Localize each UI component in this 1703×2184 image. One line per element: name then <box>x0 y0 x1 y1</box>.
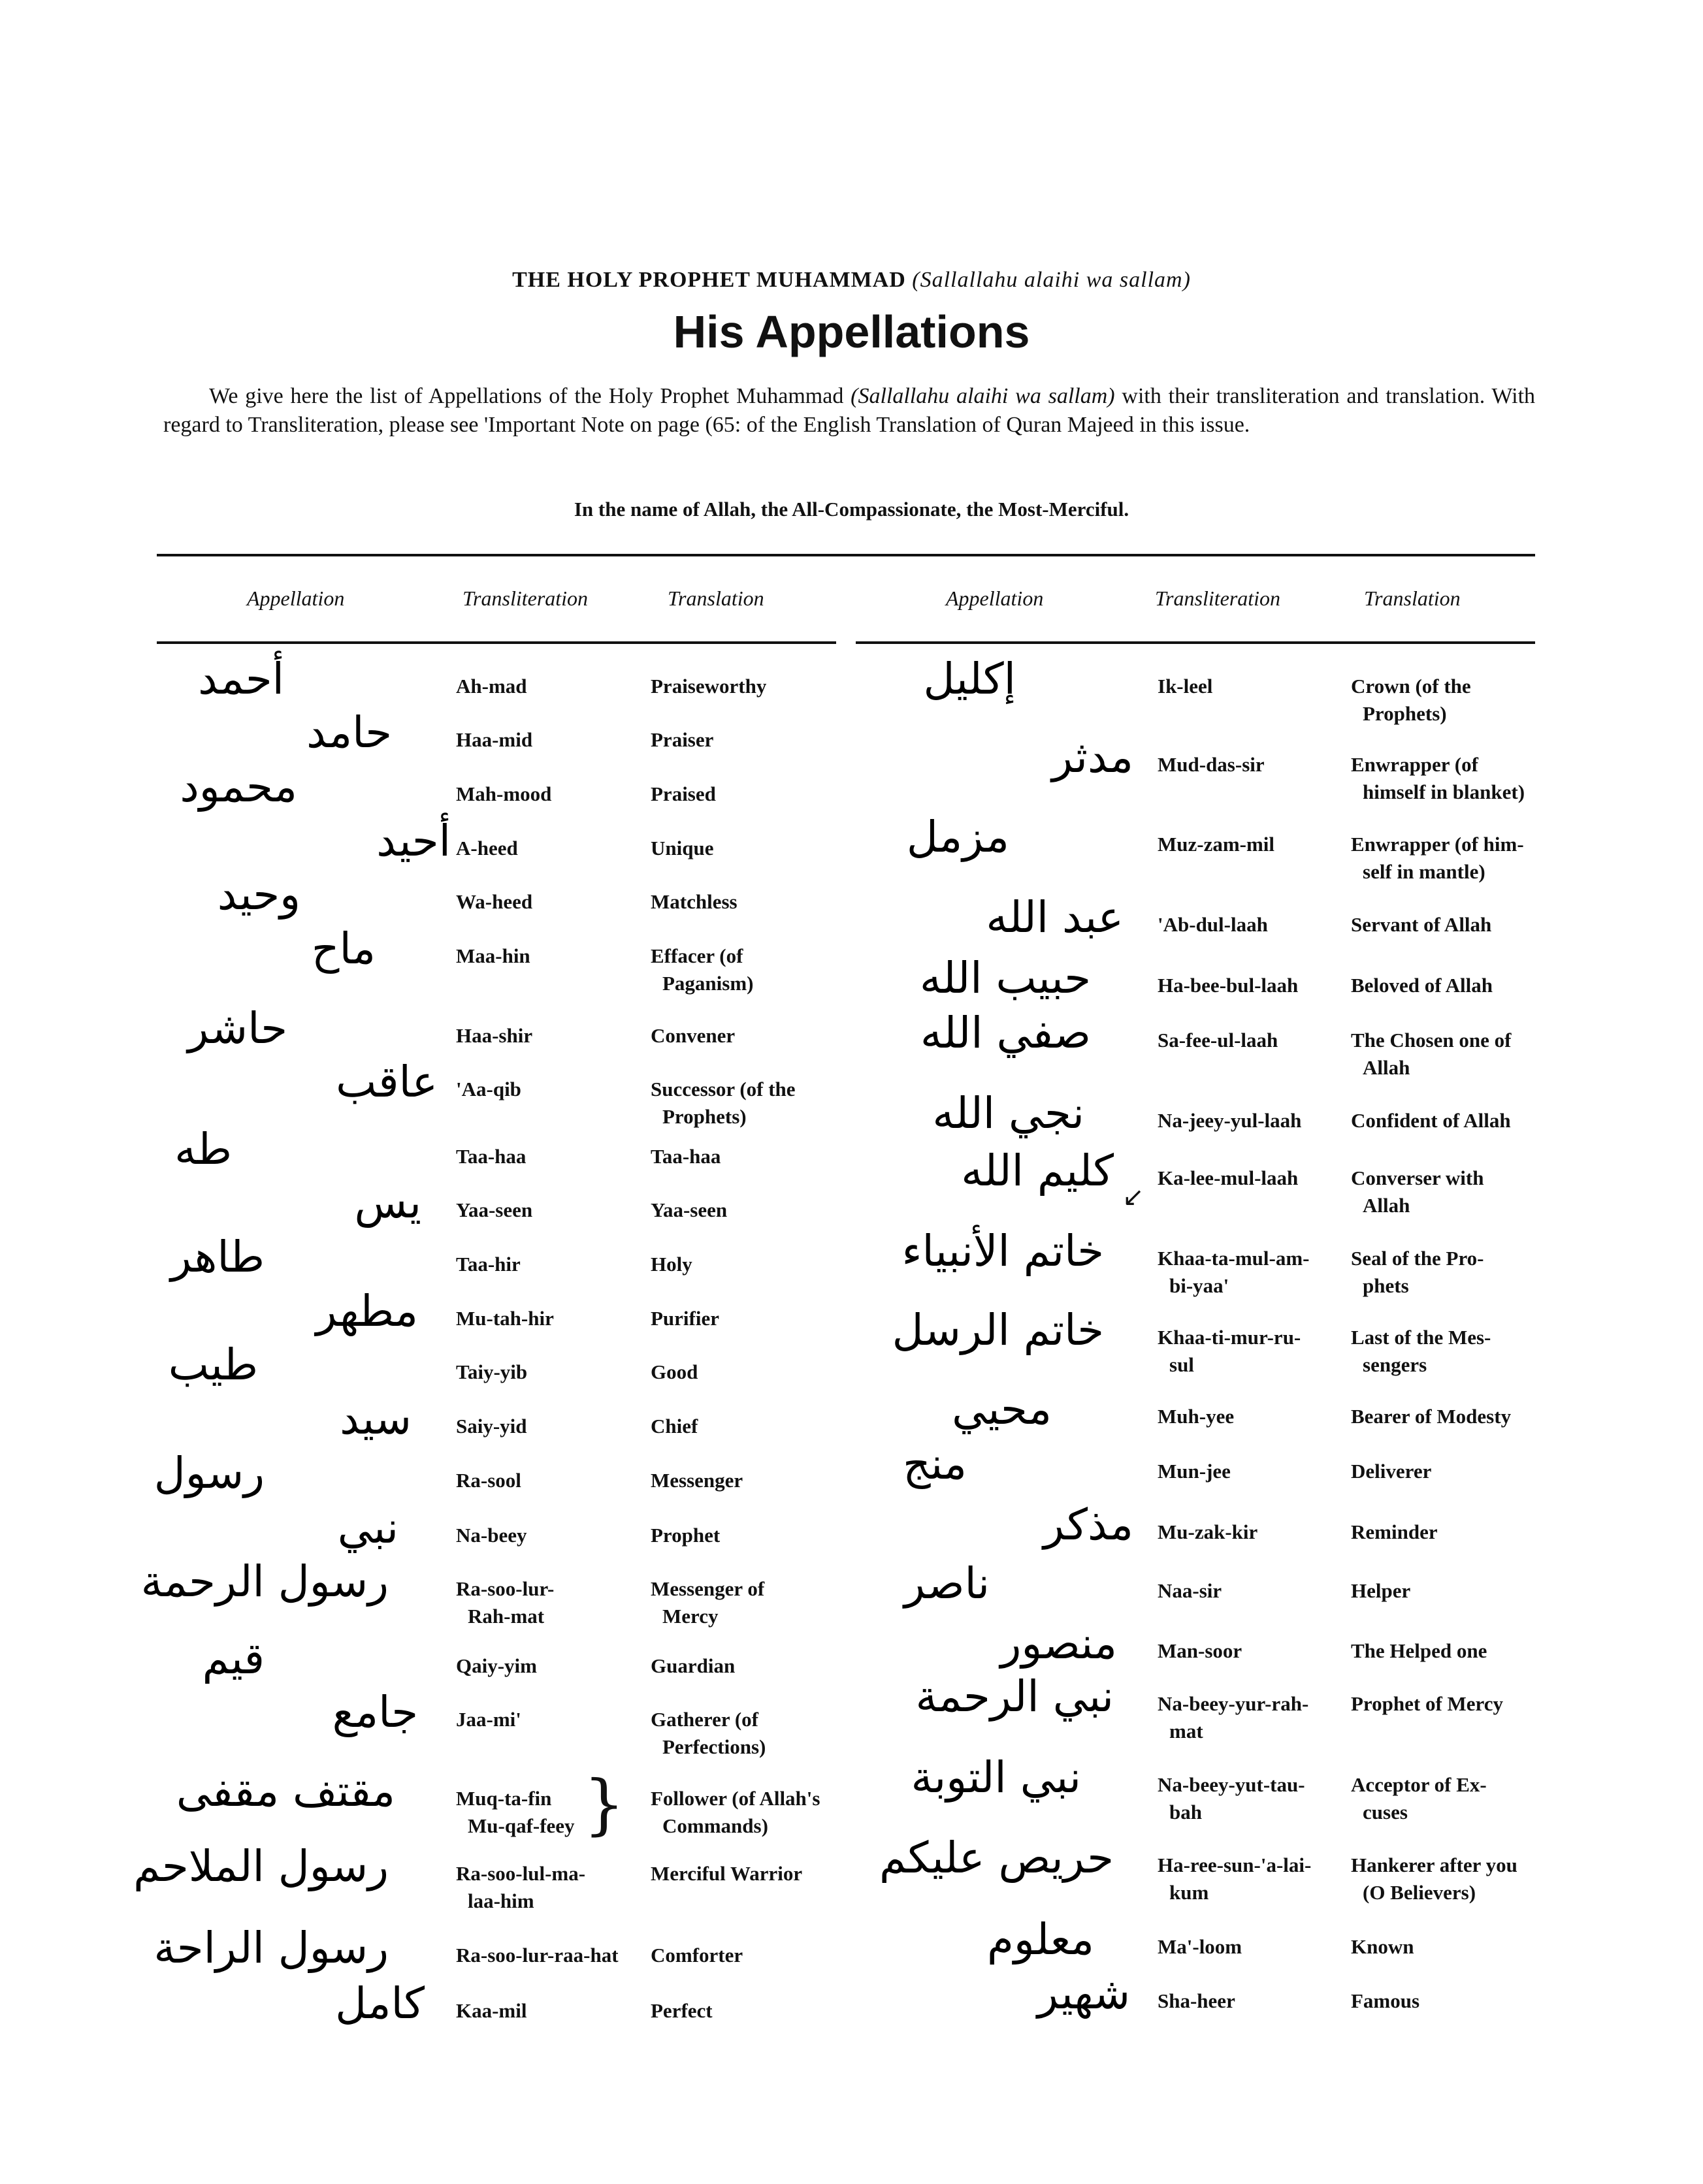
arabic-appellation: كامل <box>335 1978 425 2029</box>
col-header-transliteration-right: Transliteration <box>1155 586 1281 610</box>
transliteration: Haa-mid <box>456 728 533 751</box>
translation-cont: Mercy <box>662 1605 719 1628</box>
transliteration: Haa-shir <box>456 1024 533 1047</box>
translation: Enwrapper (of him- <box>1351 833 1524 856</box>
arabic-appellation: قيم <box>202 1633 265 1684</box>
transliteration-cont: Rah-mat <box>468 1605 545 1628</box>
arabic-appellation: رسول الملاحم <box>133 1841 389 1891</box>
transliteration: Sa-fee-ul-laah <box>1158 1029 1278 1052</box>
translation: The Chosen one of <box>1351 1029 1512 1052</box>
transliteration: Saiy-yid <box>456 1415 527 1437</box>
translation: Taa-haa <box>651 1145 721 1168</box>
transliteration: Muz-zam-mil <box>1158 833 1275 856</box>
transliteration: Qaiy-yim <box>456 1654 537 1677</box>
intro-honorific: (Sallallahu alaihi wa sallam) <box>851 384 1115 408</box>
transliteration: Man-soor <box>1158 1639 1242 1662</box>
translation: Confident of Allah <box>1351 1109 1511 1132</box>
translation: Effacer (of <box>651 944 743 967</box>
arabic-appellation: خاتم الأنبياء <box>901 1226 1104 1276</box>
translation: Convener <box>651 1024 736 1047</box>
translation-cont: sengers <box>1363 1353 1427 1376</box>
arabic-appellation: حبيب الله <box>919 953 1091 1003</box>
translation-cont: Perfections) <box>662 1735 766 1758</box>
intro-text-2: with their transliteration and translation. With regard to Transliteration, please see 'Important Note on page (65: of the English Translation of Quran Majeed in this issue. <box>163 384 1536 437</box>
transliteration-cont: bi-yaa' <box>1169 1274 1229 1297</box>
intro-text-1: We give here the list of Appellations of the Holy Prophet Muhammad <box>209 384 844 408</box>
transliteration: Mah-mood <box>456 782 552 805</box>
transliteration: Muq-ta-fin <box>456 1787 552 1810</box>
translation: Known <box>1351 1935 1414 1958</box>
arabic-appellation: رسول <box>154 1448 265 1498</box>
translation: Servant of Allah <box>1351 913 1492 936</box>
arabic-appellation: رسول الراحة <box>154 1923 389 1973</box>
arabic-appellation: نبي <box>337 1503 398 1553</box>
transliteration: Mun-jee <box>1158 1460 1231 1483</box>
translation: Purifier <box>651 1307 720 1330</box>
translation: Famous <box>1351 1989 1420 2012</box>
translation: Chief <box>651 1415 698 1437</box>
transliteration-cont: Mu-qaf-feey <box>468 1814 575 1837</box>
col-header-appellation-left: Appellation <box>247 586 345 610</box>
transliteration: Mu-zak-kir <box>1158 1520 1258 1543</box>
arabic-appellation: سيد <box>340 1394 412 1444</box>
pointer-arrow-icon: ↙ <box>1122 1182 1144 1212</box>
translation: Converser with <box>1351 1166 1484 1189</box>
arabic-appellation: أحمد <box>198 654 284 704</box>
translation: Good <box>651 1360 698 1383</box>
translation: Gatherer (of <box>651 1708 758 1731</box>
transliteration: Ha-bee-bul-laah <box>1158 974 1299 997</box>
header-line: THE HOLY PROPHET MUHAMMAD <box>512 268 906 292</box>
transliteration: Maa-hin <box>456 944 530 967</box>
transliteration: 'Aa-qib <box>456 1078 521 1100</box>
transliteration: Sha-heer <box>1158 1989 1235 2012</box>
translation: Last of the Mes- <box>1351 1326 1491 1349</box>
arabic-appellation: منج <box>903 1439 967 1489</box>
translation: Reminder <box>1351 1520 1438 1543</box>
translation: Perfect <box>651 1999 713 2022</box>
translation: Holy <box>651 1253 692 1276</box>
arabic-appellation: مدثر <box>1052 732 1133 782</box>
arabic-appellation: معلوم <box>986 1914 1094 1965</box>
transliteration: Mud-das-sir <box>1158 753 1265 776</box>
arabic-appellation: خاتم الرسل <box>892 1305 1104 1355</box>
translation-cont: Prophets) <box>1363 702 1447 725</box>
arabic-appellation: عاقب <box>336 1057 438 1107</box>
translation: Praiseworthy <box>651 675 767 698</box>
header-rule-left <box>157 641 836 644</box>
arabic-appellation: مقتف مقفى <box>176 1766 395 1816</box>
transliteration: Ra-soo-lur-raa-hat <box>456 1944 619 1967</box>
arabic-appellation: وحيد <box>217 869 300 920</box>
transliteration: Wa-heed <box>456 890 533 913</box>
translation-cont: Allah <box>1363 1056 1410 1079</box>
arabic-appellation: نبي الرحمة <box>915 1671 1114 1722</box>
translation: Messenger <box>651 1469 743 1492</box>
translation: The Helped one <box>1351 1639 1487 1662</box>
arabic-appellation: حريص عليكم <box>879 1833 1114 1883</box>
translation-cont: Prophets) <box>662 1105 747 1128</box>
arabic-appellation: محمود <box>180 762 297 812</box>
arabic-appellation: محيي <box>952 1384 1052 1434</box>
transliteration: Taiy-yib <box>456 1360 528 1383</box>
transliteration-cont: bah <box>1169 1801 1202 1823</box>
arabic-appellation: أحيد <box>376 816 451 866</box>
translation-cont: Allah <box>1363 1194 1410 1217</box>
translation: Enwrapper (of <box>1351 753 1478 776</box>
col-header-translation-right: Translation <box>1364 586 1461 610</box>
translation: Deliverer <box>1351 1460 1432 1483</box>
transliteration: Kaa-mil <box>456 1999 527 2022</box>
transliteration: Ra-sool <box>456 1469 521 1492</box>
arabic-appellation: جامع <box>332 1687 418 1737</box>
translation: Praiser <box>651 728 714 751</box>
translation: Seal of the Pro- <box>1351 1247 1484 1270</box>
translation-cont: Commands) <box>662 1814 768 1837</box>
translation: Praised <box>651 782 716 805</box>
arabic-appellation: إكليل <box>923 654 1016 704</box>
arabic-appellation: ماح <box>311 923 376 974</box>
transliteration: Naa-sir <box>1158 1579 1222 1602</box>
transliteration: Na-beey <box>456 1524 527 1547</box>
transliteration: Ha-ree-sun-'a-lai- <box>1158 1854 1312 1876</box>
arabic-appellation: طيب <box>168 1340 258 1390</box>
arabic-appellation: حاشر <box>187 1003 287 1053</box>
translation: Acceptor of Ex- <box>1351 1773 1487 1796</box>
translation: Unique <box>651 837 714 859</box>
intro-paragraph <box>163 382 1535 440</box>
translation: Follower (of Allah's <box>651 1787 820 1810</box>
header-honorific: (Sallallahu alaihi wa sallam) <box>912 268 1191 292</box>
translation: Bearer of Modesty <box>1351 1405 1512 1428</box>
bismillah-line: In the name of Allah, the All-Compassionate, the Most-Merciful. <box>574 498 1129 521</box>
transliteration: Ah-mad <box>456 675 527 698</box>
col-header-translation-left: Translation <box>668 586 764 610</box>
transliteration: Ka-lee-mul-laah <box>1158 1166 1299 1189</box>
translation-cont: phets <box>1363 1274 1409 1297</box>
transliteration: Ma'-loom <box>1158 1935 1242 1958</box>
transliteration: Muh-yee <box>1158 1405 1235 1428</box>
col-header-transliteration-left: Transliteration <box>462 586 589 610</box>
arabic-appellation: يس <box>354 1178 421 1228</box>
translation-cont: Paganism) <box>662 972 754 995</box>
translation: Prophet <box>651 1524 721 1547</box>
translation: Successor (of the <box>651 1078 796 1100</box>
transliteration: Na-beey-yut-tau- <box>1158 1773 1305 1796</box>
transliteration: Ra-soo-lur- <box>456 1577 555 1600</box>
transliteration-cont: laa-him <box>468 1889 534 1912</box>
translation-cont: himself in blanket) <box>1363 780 1525 803</box>
translation: Crown (of the <box>1351 675 1471 698</box>
arabic-appellation: صفي الله <box>920 1008 1091 1058</box>
arabic-appellation: كليم الله <box>961 1146 1114 1196</box>
translation: Hankerer after you <box>1351 1854 1517 1876</box>
transliteration: A-heed <box>456 837 518 859</box>
transliteration-cont: mat <box>1169 1720 1203 1742</box>
transliteration-cont: sul <box>1169 1353 1194 1376</box>
transliteration: Jaa-mi' <box>456 1708 521 1731</box>
arabic-appellation: شهير <box>1037 1968 1130 2019</box>
brace-glyph: } <box>583 1766 625 1842</box>
transliteration: Ik-leel <box>1158 675 1213 698</box>
arabic-appellation: رسول الرحمة <box>140 1556 389 1607</box>
translation-cont: self in mantle) <box>1363 860 1485 883</box>
transliteration: Taa-haa <box>456 1145 527 1168</box>
translation: Messenger of <box>651 1577 765 1600</box>
transliteration: Taa-hir <box>456 1253 521 1276</box>
arabic-appellation: حامد <box>306 707 392 758</box>
transliteration: Na-jeey-yul-laah <box>1158 1109 1302 1132</box>
transliteration: Ra-soo-lul-ma- <box>456 1862 586 1885</box>
arabic-appellation: مطهر <box>316 1286 418 1336</box>
arabic-appellation: طاهر <box>170 1232 265 1282</box>
translation: Comforter <box>651 1944 743 1967</box>
transliteration-cont: kum <box>1169 1881 1209 1904</box>
arabic-appellation: ناصر <box>904 1558 990 1609</box>
translation: Yaa-seen <box>651 1198 728 1221</box>
translation: Merciful Warrior <box>651 1862 803 1885</box>
translation: Beloved of Allah <box>1351 974 1493 997</box>
translation-cont: (O Believers) <box>1363 1881 1476 1904</box>
transliteration: Na-beey-yur-rah- <box>1158 1692 1309 1715</box>
arabic-appellation: مزمل <box>906 812 1009 862</box>
header-rule-right <box>856 641 1535 644</box>
transliteration: Yaa-seen <box>456 1198 533 1221</box>
translation: Guardian <box>651 1654 736 1677</box>
transliteration: Khaa-ti-mur-ru- <box>1158 1326 1301 1349</box>
translation: Matchless <box>651 890 738 913</box>
transliteration: Khaa-ta-mul-am- <box>1158 1247 1310 1270</box>
arabic-appellation: نبي التوبة <box>911 1752 1081 1803</box>
transliteration: Mu-tah-hir <box>456 1307 554 1330</box>
page-header <box>0 268 1703 293</box>
translation: Prophet of Mercy <box>1351 1692 1503 1715</box>
arabic-appellation: عبد الله <box>986 892 1124 942</box>
arabic-appellation: نجي الله <box>932 1088 1084 1138</box>
col-header-appellation-right: Appellation <box>946 586 1044 610</box>
arabic-appellation: منصور <box>1000 1618 1117 1669</box>
translation: Helper <box>1351 1579 1411 1602</box>
translation-cont: cuses <box>1363 1801 1408 1823</box>
transliteration: 'Ab-dul-laah <box>1158 913 1268 936</box>
arabic-appellation: طه <box>174 1124 232 1174</box>
top-rule <box>157 554 1535 556</box>
page-title: His Appellations <box>673 306 1030 357</box>
arabic-appellation: مذكر <box>1043 1500 1133 1550</box>
